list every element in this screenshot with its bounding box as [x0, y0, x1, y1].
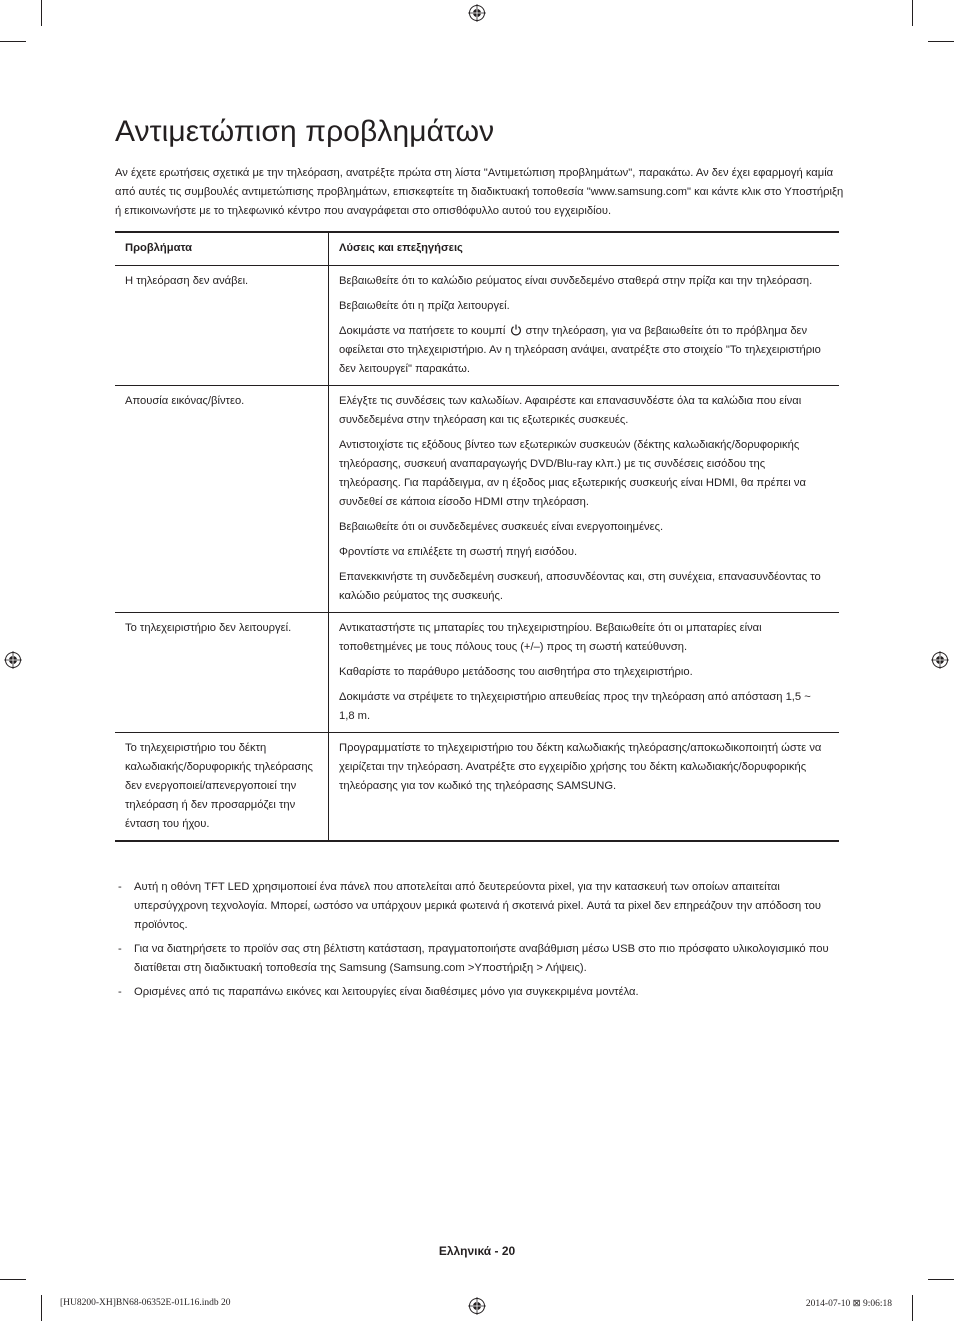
- problem-cell: Απουσία εικόνας/βίντεο.: [115, 386, 329, 613]
- intro-paragraph: Αν έχετε ερωτήσεις σχετικά με την τηλεόραση, ανατρέξτε πρώτα στη λίστα "Αντιμετώπιση προβλημάτων", παρακάτω. Αν δεν έχει εφαρμογή καμία από αυτές τις συμβουλές αντιμετώπισης προβλημάτων, επισκεφτείτε τη διαδικτυακή τοποθεσία "www.samsung.com" και κάντε κλικ στο Υποστήριξη ή επικοινωνήστε με το τηλεφωνικό κέντρο που αναγράφεται στο οπισθόφυλλο αυτού του εγχειριδίου.: [115, 167, 844, 217]
- solution-text: [339, 322, 829, 379]
- problem-cell: Το τηλεχειριστήριο δεν λειτουργεί.: [115, 613, 329, 733]
- note-text: Αυτή η οθόνη TFT LED χρησιμοποιεί ένα πάνελ που αποτελείται από δευτερεύοντα pixel, για την κατασκευή των οποίων απαιτείται υπερσύγχρονη τεχνολογία. Μπορεί, ωστόσο να υπάρχουν μερικά φωτεινά ή σκοτεινά pixel. Αυτά τα pixel δεν επηρεάζουν την απόδοση του προϊόντος.: [134, 881, 821, 931]
- problem-cell: Το τηλεχειριστήριο του δέκτη καλωδιακής/δορυφορικής τηλεόρασης δεν ενεργοποιεί/απενεργοποιεί την τηλεόραση ή δεν προσαρμόζει την ένταση του ήχου.: [115, 733, 329, 842]
- table-header-row: [115, 232, 839, 266]
- solution-cell: [329, 613, 840, 733]
- note-item: [115, 940, 845, 978]
- registration-mark-icon: [468, 4, 486, 22]
- table-row: [115, 386, 839, 613]
- crop-mark: [41, 1295, 42, 1321]
- registration-mark-icon: [931, 651, 949, 669]
- solution-cell: [329, 266, 840, 386]
- crop-mark: [0, 1279, 26, 1280]
- solution-text: Προγραμματίστε το τηλεχειριστήριο του δέκτη καλωδιακής τηλεόρασης/αποκωδικοποιητή ώστε να χειρίζεται την τηλεόραση. Ανατρέξτε στο εγχειρίδιο χρήσης του δέκτη καλωδιακής/δορυφορικής τηλεόρασης για τον κωδικό της τηλεόρασης SAMSUNG.: [339, 742, 822, 792]
- note-marker: -: [118, 943, 122, 955]
- solution-text: Δοκιμάστε να στρέψετε το τηλεχειριστήριο απευθείας προς την τηλεόραση από απόσταση 1,5 ~ 1,8 m.: [339, 691, 811, 722]
- table-row: [115, 613, 839, 733]
- solution-cell: [329, 386, 840, 613]
- crop-mark: [912, 0, 913, 26]
- note-marker: -: [118, 986, 122, 998]
- note-text: Για να διατηρήσετε το προϊόν σας στη βέλτιστη κατάσταση, πραγματοποιήστε αναβάθμιση μέσω USB στο πιο πρόσφατο υλικολογισμικό που διατίθεται στη διαδικτυακή τοποθεσία της Samsung (Samsung.com >Υποστήριξη > Λήψεις).: [134, 943, 829, 974]
- solution-text: Καθαρίστε το παράθυρο μετάδοσης του αισθητήρα στο τηλεχειριστήριο.: [339, 666, 693, 678]
- problem-cell: Η τηλεόραση δεν ανάβει.: [115, 266, 329, 386]
- note-marker: -: [118, 881, 122, 893]
- footer-file-info: [HU8200-XH]BN68-06352E-01L16.indb 20: [60, 1298, 231, 1308]
- page-title: Αντιμετώπιση προβλημάτων: [115, 115, 495, 148]
- table-row: [115, 266, 839, 386]
- crop-mark: [41, 0, 42, 26]
- solution-text: Ελέγξτε τις συνδέσεις των καλωδίων. Αφαιρέστε και επανασυνδέστε όλα τα καλώδια που είναι συνδεδεμένα στην τηλεόραση και τις εξωτερικές συσκευές.: [339, 395, 802, 426]
- footer-timestamp: 2014-07-10 ⊠ 9:06:18: [805, 1299, 892, 1309]
- solution-text: Βεβαιωθείτε ότι η πρίζα λειτουργεί.: [339, 300, 510, 312]
- registration-mark-icon: [4, 651, 22, 669]
- table-row: [115, 733, 839, 842]
- solution-text: Αντικαταστήστε τις μπαταρίες του τηλεχειριστηρίου. Βεβαιωθείτε ότι οι μπαταρίες είναι τοποθετημένες με τους πόλους τους (+/–) προς τη σωστή κατεύθυνση.: [339, 622, 762, 653]
- solution-text: Αντιστοιχίστε τις εξόδους βίντεο των εξωτερικών συσκευών (δέκτης καλωδιακής/δορυφορικής τηλεόρασης, συσκευή αναπαραγωγής DVD/Blu-ray κλπ.) με τις συνδέσεις εισόδου της τηλεόρασης. Για παράδειγμα, αν η έξοδος μιας εξωτερικής συσκευής είναι HDMI, θα πρέπει να συνδεθεί σε κάποια είσοδο HDMI στην τηλεόραση.: [339, 439, 806, 508]
- power-icon: [510, 324, 522, 336]
- solution-text: Φροντίστε να επιλέξετε τη σωστή πηγή εισόδου.: [339, 546, 578, 558]
- note-text: Ορισμένες από τις παραπάνω εικόνες και λειτουργίες είναι διαθέσιμες μόνο για συγκεκριμένα μοντέλα.: [134, 986, 639, 998]
- crop-mark: [0, 41, 26, 42]
- note-item: [115, 983, 845, 1002]
- solution-text: Βεβαιωθείτε ότι οι συνδεδεμένες συσκευές είναι ενεργοποιημένες.: [339, 521, 664, 533]
- page-number: Ελληνικά - 20: [438, 1244, 516, 1258]
- column-header-problems: Προβλήματα: [115, 232, 329, 266]
- solution-text-before-icon: Δοκιμάστε να πατήσετε το κουμπί: [339, 325, 506, 337]
- registration-mark-icon: [468, 1297, 486, 1315]
- notes-list: [115, 878, 845, 1007]
- note-item: [115, 878, 845, 935]
- crop-mark: [928, 1279, 954, 1280]
- column-header-solutions: Λύσεις και επεξηγήσεις: [329, 232, 840, 266]
- solution-text-after-icon: στην τηλεόραση, για να βεβαιωθείτε ότι το πρόβλημα δεν οφείλεται στο τηλεχειριστήριο. Αν η τηλεόραση ανάψει, ανατρέξτε στο στοιχείο "Το τηλεχειριστήριο δεν λειτουργεί" παρακάτω.: [339, 325, 821, 375]
- troubleshooting-table: [115, 231, 839, 842]
- solution-text: Βεβαιωθείτε ότι το καλώδιο ρεύματος είναι συνδεδεμένο σταθερά στην πρίζα και την τηλεόραση.: [339, 275, 813, 287]
- crop-mark: [912, 1295, 913, 1321]
- crop-mark: [928, 41, 954, 42]
- solution-text: Επανεκκινήστε τη συνδεδεμένη συσκευή, αποσυνδέοντας και, στη συνέχεια, επανασυνδέοντας το καλώδιο ρεύματος της συσκευής.: [339, 571, 821, 602]
- solution-cell: [329, 733, 840, 842]
